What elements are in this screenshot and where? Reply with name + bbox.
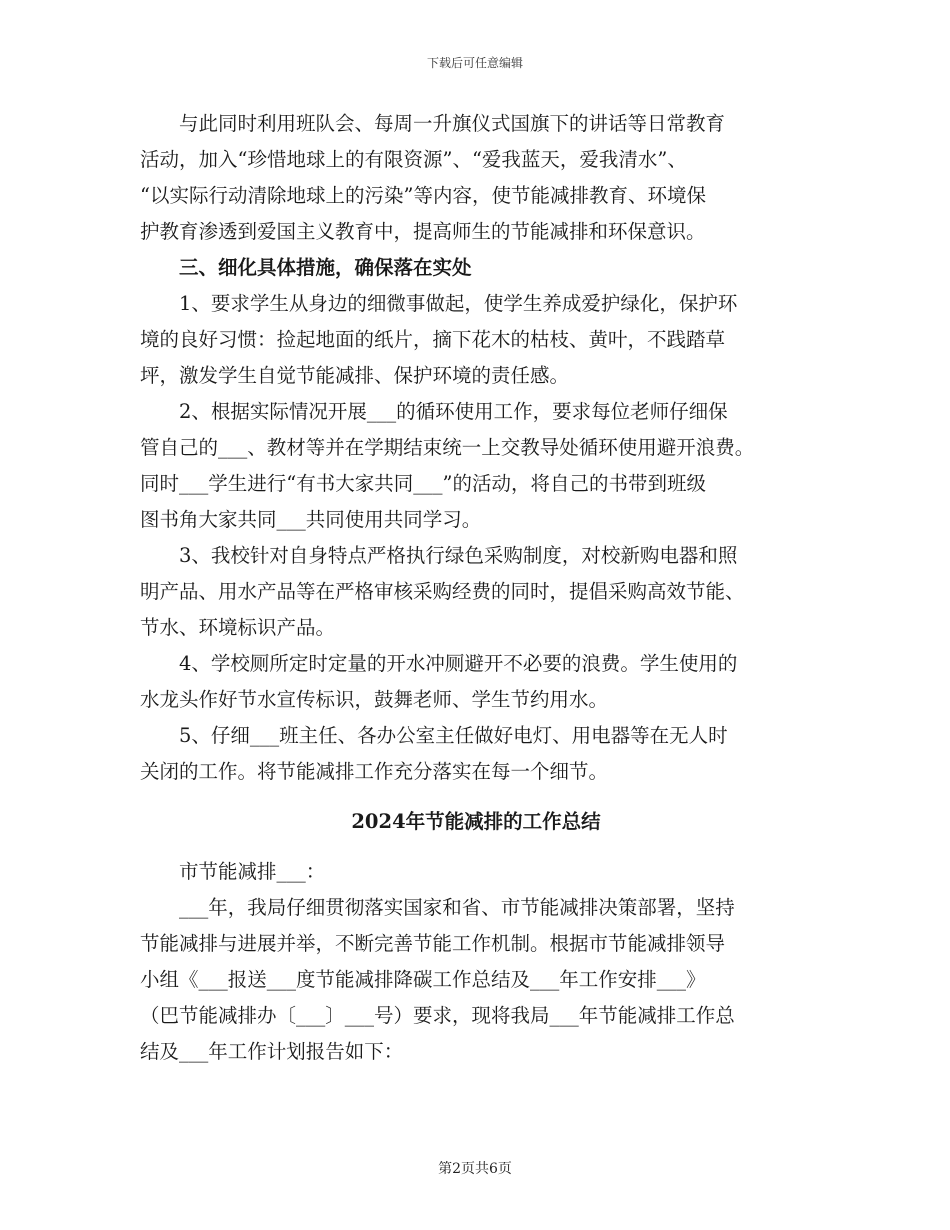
paragraph-line: “以实际行动清除地球上的污染”等内容，使节能减排教育、环境保: [140, 184, 706, 207]
paragraph-line: 关闭的工作。将节能减排工作充分落实在每一个细节。: [140, 760, 609, 783]
letter-salutation: 市节能减排___：: [140, 860, 326, 883]
paragraph-line: 2、根据实际情况开展___的循环使用工作，要求每位老师仔细保: [140, 400, 728, 423]
paragraph-line: 小组《___报送___度节能减排降碳工作总结及___年工作安排___》: [140, 968, 706, 991]
paragraph-line: 与此同时利用班队会、每周一升旗仪式国旗下的讲话等日常教育: [140, 112, 726, 135]
paragraph-line: 节能减排与进展并举，不断完善节能工作机制。根据市节能减排领导: [140, 932, 726, 955]
paragraph-line: 5、仔细___班主任、各办公室主任做好电灯、用电器等在无人时: [140, 724, 728, 747]
section-title: 2024年节能减排的工作总结: [351, 810, 601, 833]
paragraph-line: 明产品、用水产品等在严格审核采购经费的同时，提倡采购高效节能、: [140, 580, 745, 603]
paragraph-line: 4、学校厕所定时定量的开水冲厕避开不必要的浪费。学生使用的: [140, 652, 738, 675]
paragraph-line: （巴节能减排办〔___〕___号）要求，现将我局___年节能减排工作总: [140, 1004, 735, 1027]
page-number: 第2页共6页: [438, 1161, 512, 1177]
paragraph-line: 图书角大家共同___共同使用共同学习。: [140, 508, 482, 531]
document-body: [140, 106, 812, 1070]
paragraph-line: 结及___年工作计划报告如下：: [140, 1040, 404, 1063]
paragraph-line: 3、我校针对自身特点严格执行绿色采购制度，对校新购电器和照: [140, 544, 738, 567]
page-header: 下载后可任意编辑: [426, 56, 523, 70]
section-heading: 三、细化具体措施，确保落在实处: [140, 256, 472, 279]
paragraph-line: 坪，激发学生自觉节能减排、保护环境的责任感。: [140, 364, 570, 387]
paragraph-line: 水龙头作好节水宣传标识，鼓舞老师、学生节约用水。: [140, 688, 609, 711]
paragraph-line: 境的良好习惯：捡起地面的纸片，摘下花木的枯枝、黄叶，不践踏草: [140, 328, 726, 351]
paragraph-line: 活动，加入“珍惜地球上的有限资源”、“爱我蓝天，爱我清水”、: [140, 148, 687, 171]
paragraph-line: 节水、环境标识产品。: [140, 616, 336, 639]
paragraph-line: 同时___学生进行“有书大家共同___”的活动，将自己的书带到班级: [140, 472, 706, 495]
paragraph-line: ___年，我局仔细贯彻落实国家和省、市节能减排决策部署，坚持: [140, 896, 735, 919]
paragraph-line: 管自己的___、教材等并在学期结束统一上交教导处循环使用避开浪费。: [140, 436, 755, 459]
paragraph-line: 护教育渗透到爱国主义教育中，提高师生的节能减排和环保意识。: [140, 220, 706, 243]
paragraph-line: 1、要求学生从身边的细微事做起，使学生养成爱护绿化，保护环: [140, 292, 738, 315]
